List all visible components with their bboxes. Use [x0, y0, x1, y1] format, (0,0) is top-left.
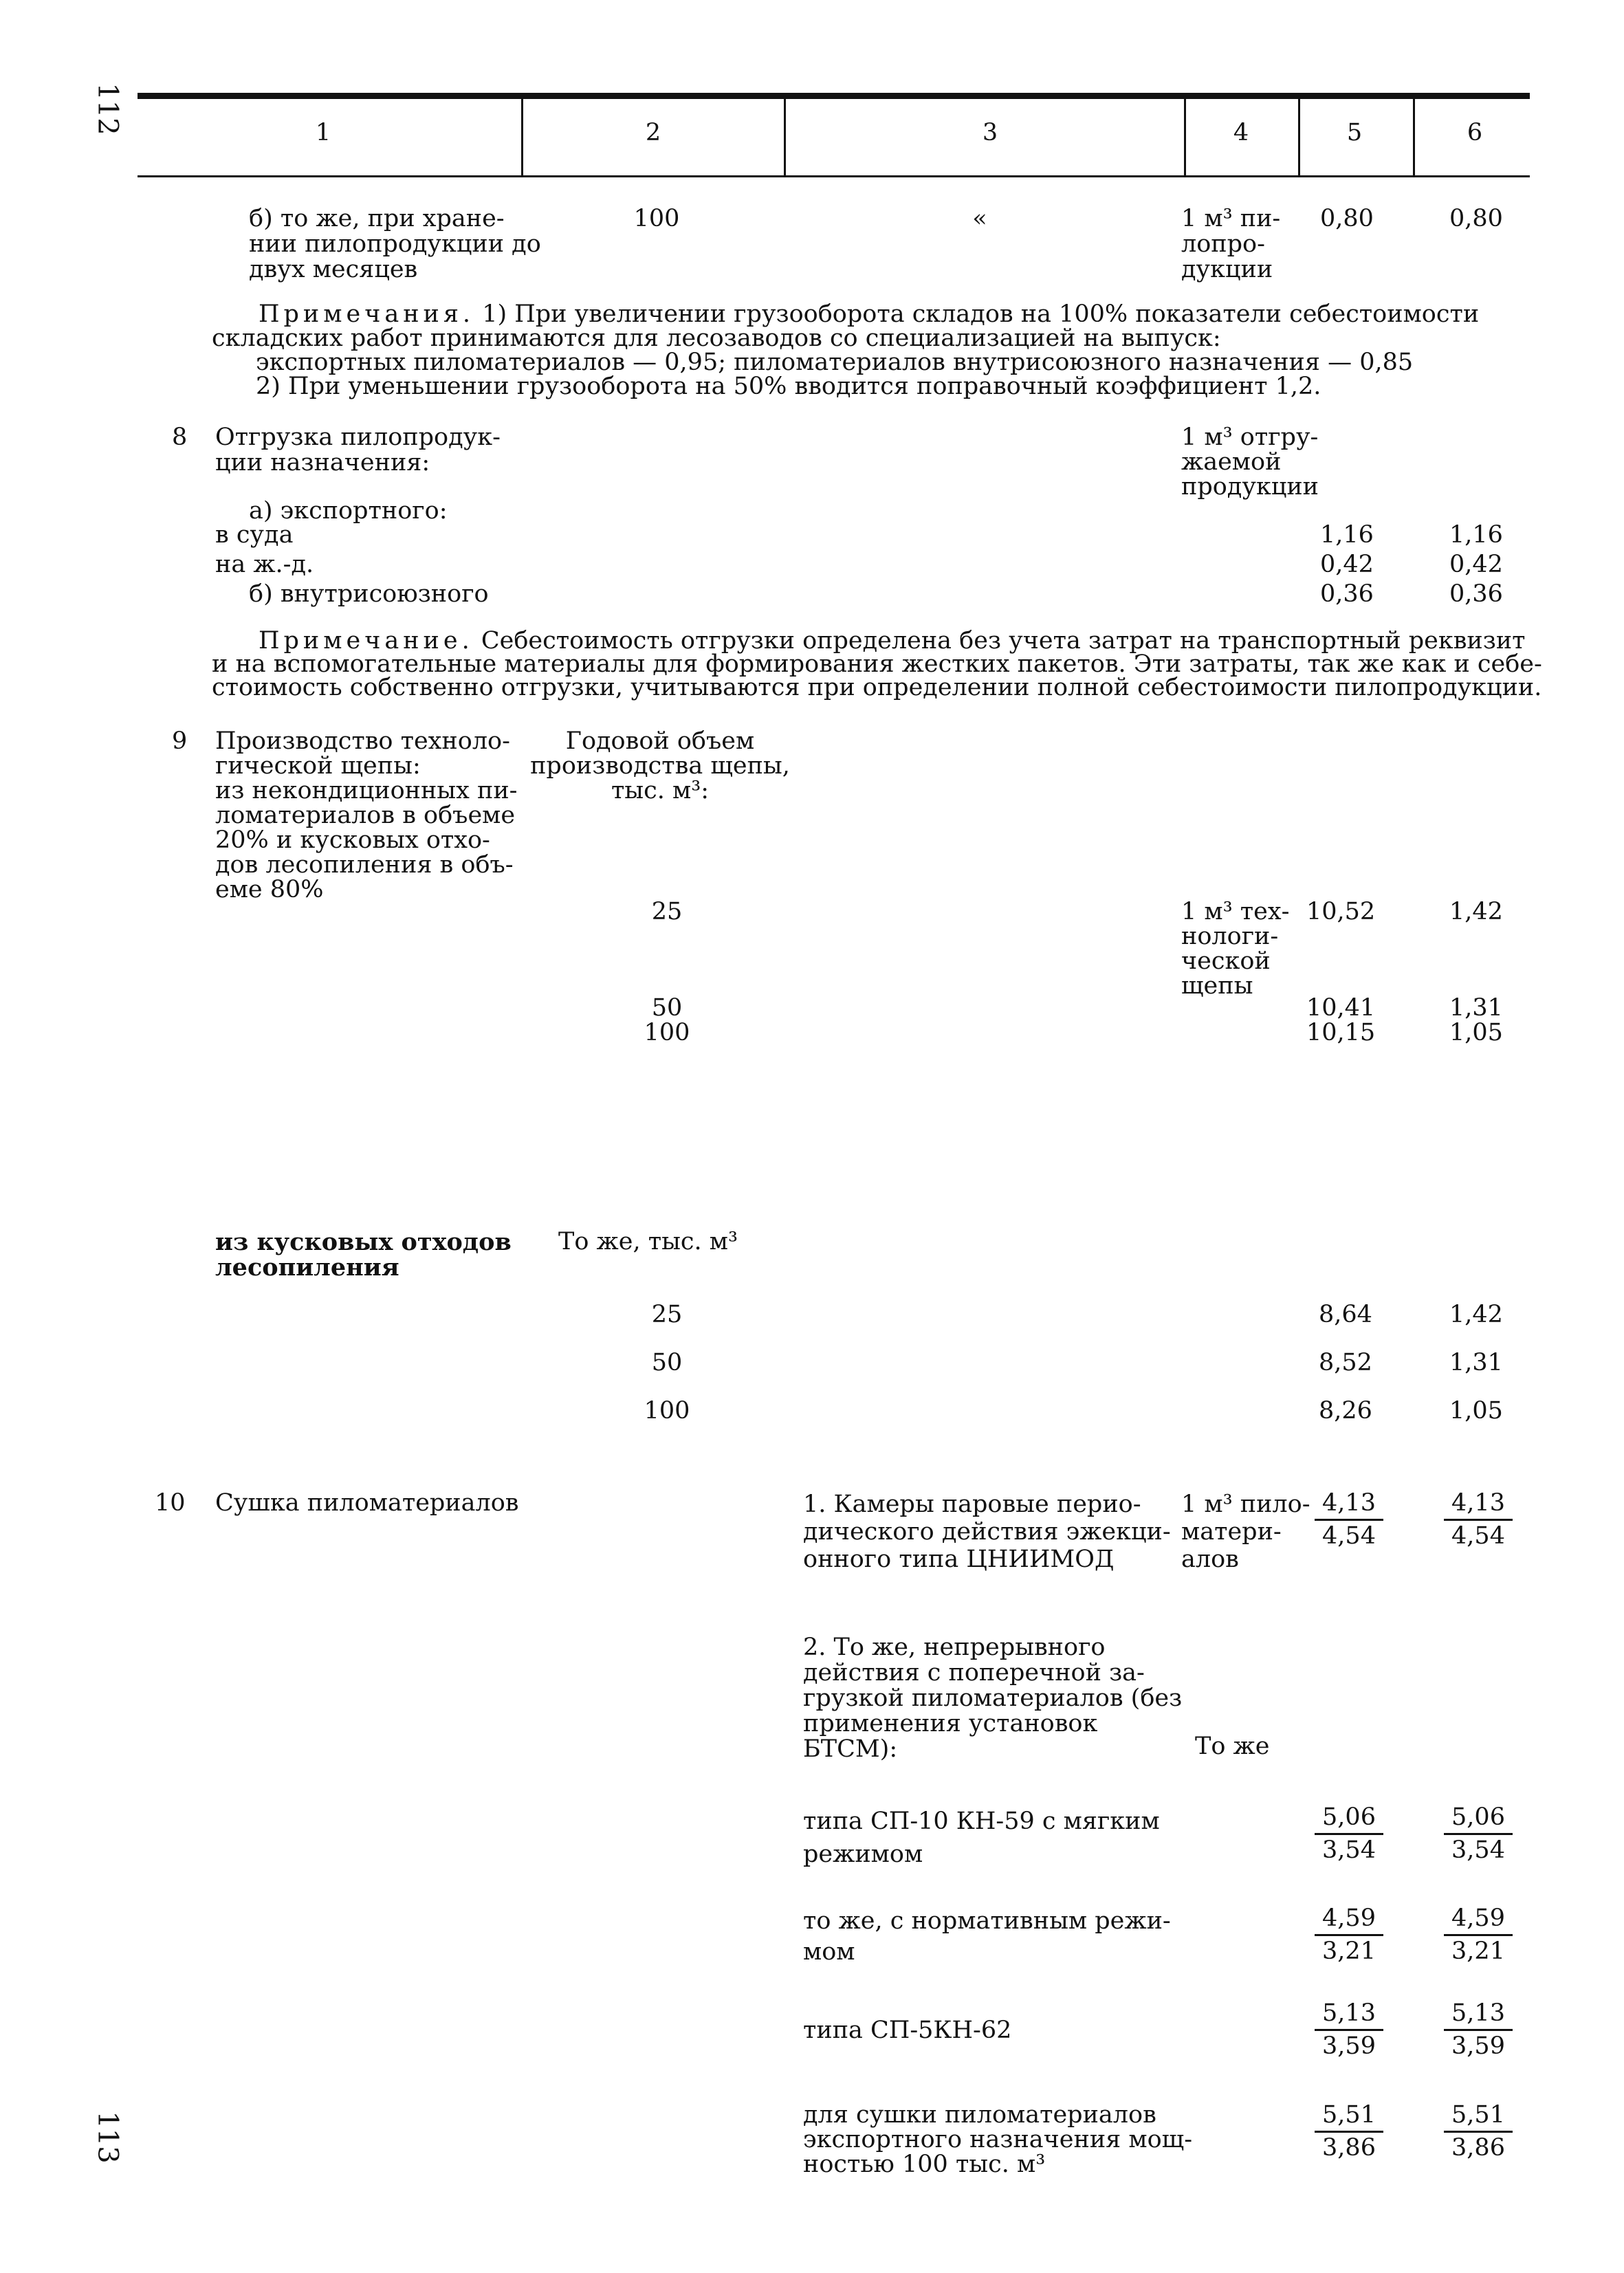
- row-10-sub-v5: [1315, 1805, 1383, 1863]
- row-10-sub-text: типа СП-10 КН-59 с мягким режимом: [803, 1808, 1160, 1868]
- row-10-sub-v6-numerator: 5,13: [1444, 2001, 1513, 2031]
- row-10-sub-v6-denominator: 3,54: [1451, 1836, 1505, 1864]
- row-10-sub-v5-denominator: 3,21: [1322, 1937, 1376, 1965]
- row-8-item-v6: 1,16: [1449, 521, 1503, 549]
- header-col-6: 6: [1467, 119, 1483, 146]
- row-10-item-2-text: 2. То же, непрерывного действия с поперечной за- грузкой пиломатериалов (без применения установок БТСМ):: [803, 1634, 1183, 1763]
- row-10-sub-v5-denominator: 3,86: [1322, 2134, 1376, 2162]
- row-9-v6: 1,42: [1449, 898, 1503, 925]
- row-9-sub-volume: 25: [651, 1301, 683, 1328]
- row-b-name: б) то же, при хране- нии пилопродукции до двух месяцев: [249, 205, 541, 283]
- row-10-item-1-v5-numerator: 4,13: [1315, 1491, 1383, 1521]
- row-9-sub-name: из кусковых отходов лесопиления: [215, 1228, 512, 1282]
- row-10-sub-v6-denominator: 3,86: [1451, 2134, 1505, 2162]
- row-10-sub-v6-numerator: 5,06: [1444, 1805, 1513, 1835]
- header-bottom-rule: [138, 175, 1530, 177]
- row-9-sub-v6: 1,05: [1449, 1397, 1503, 1425]
- row-10-item-1-unit: 1 м³ пило- матери- алов: [1181, 1491, 1310, 1573]
- page-number-bottom: 113: [91, 2111, 124, 2164]
- row-10-sub-text: типа СП-5КН-62: [803, 2017, 1012, 2044]
- row-9-number: 9: [172, 727, 188, 755]
- header-col-2: 2: [645, 119, 661, 146]
- row-b-v5: 0,80: [1320, 205, 1374, 232]
- notes-1-line3: экспортных пиломатериалов — 0,95; пиломатериалов внутрисоюзного назначения — 0,85: [256, 349, 1414, 376]
- row-9-col2: Годовой объем производства щепы, тыс. м³:: [530, 727, 790, 804]
- row-b-col3: «: [972, 205, 987, 232]
- row-9-sub-v6: 1,31: [1449, 1349, 1503, 1376]
- row-10-item-1-v6: [1444, 1491, 1513, 1549]
- notes-2-line3: стоимость собственно отгрузки, учитываются при определении полной себестоимости пилопродукции.: [212, 674, 1542, 701]
- header-divider-3: [1184, 99, 1186, 175]
- row-10-sub-v6-numerator: 4,59: [1444, 1906, 1513, 1936]
- row-9-sub-v5: 8,52: [1319, 1349, 1372, 1376]
- row-10-sub-v6: [1444, 1906, 1513, 1964]
- header-divider-1: [521, 99, 523, 175]
- row-b-v6: 0,80: [1449, 205, 1503, 232]
- header-divider-5: [1413, 99, 1415, 175]
- row-9-sub-volume: 50: [651, 1349, 683, 1376]
- row-8-name: Отгрузка пилопродук- ции назначения:: [215, 424, 501, 476]
- header-col-4: 4: [1233, 119, 1249, 146]
- notes-2-line1: Себестоимость отгрузки определена без учета затрат на транспортный реквизит: [481, 627, 1526, 655]
- header-divider-2: [784, 99, 786, 175]
- row-9-sub-v5: 8,64: [1319, 1301, 1372, 1328]
- row-10-item-1-v5: [1315, 1491, 1383, 1549]
- row-10-sub-v6: [1444, 2001, 1513, 2059]
- row-9-v6: 1,31: [1449, 994, 1503, 1022]
- row-10-sub-text: для сушки пиломатериалов экспортного назначения мощ- ностью 100 тыс. м³: [803, 2101, 1193, 2178]
- row-9-v5: 10,52: [1306, 898, 1376, 925]
- row-9-volume: 25: [651, 898, 683, 925]
- row-10-sub-v6: [1444, 2102, 1513, 2161]
- row-10-sub-v6: [1444, 1805, 1513, 1863]
- row-10-sub-v5-numerator: 5,51: [1315, 2102, 1383, 2133]
- row-10-sub-v6-numerator: 5,51: [1444, 2102, 1513, 2133]
- row-8-item-v5: 0,36: [1320, 580, 1374, 608]
- row-10-sub-v5: [1315, 2102, 1383, 2161]
- row-8-unit: 1 м³ отгру- жаемой продукции: [1181, 424, 1319, 501]
- row-9-v5: 10,41: [1306, 994, 1376, 1022]
- row-10-sub-v5-numerator: 5,06: [1315, 1805, 1383, 1835]
- row-10-name: Сушка пиломатериалов: [215, 1489, 519, 1517]
- notes-1: [212, 300, 1480, 400]
- row-10-sub-v6-denominator: 3,21: [1451, 1937, 1505, 1965]
- row-8-item-label: на ж.-д.: [215, 551, 314, 578]
- row-10-item-1-text: 1. Камеры паровые перио- дического действия эжекци- онного типа ЦНИИМОД: [803, 1491, 1171, 1573]
- row-9-unit: 1 м³ тех- нологи- ческой щепы: [1181, 898, 1290, 1000]
- row-9-volume: 50: [651, 994, 683, 1022]
- notes-2-line2: и на вспомогательные материалы для формирования жестких пакетов. Эти затраты, так же как и себе-: [212, 650, 1542, 678]
- notes-1-line2: складских работ принимаются для лесозаводов со специализацией на выпуск:: [212, 325, 1221, 352]
- page-number-top: 112: [91, 83, 124, 135]
- header-col-3: 3: [982, 119, 998, 146]
- row-9-volume: 100: [644, 1019, 690, 1046]
- row-10-sub-v5-denominator: 3,59: [1322, 2032, 1376, 2060]
- row-8-item-label: а) экспортного:: [249, 497, 448, 525]
- row-8-item-v6: 0,42: [1449, 551, 1503, 578]
- row-b-col2: 100: [633, 205, 680, 232]
- row-9-name: Производство техноло- гической щепы: из некондиционных пи- ломатериалов в объеме 20% и кусковых отхо- дов лесопиления в объ- еме 80%: [215, 727, 518, 903]
- notes-1-line4: 2) При уменьшении грузооборота на 50% вводится поправочный коэффициент 1,2.: [256, 373, 1321, 400]
- row-10-item-1-v5-denominator: 4,54: [1322, 1522, 1376, 1550]
- notes-2-title: Примечание.: [259, 627, 474, 655]
- row-10-item-1-v6-numerator: 4,13: [1444, 1491, 1513, 1521]
- row-8-item-v6: 0,36: [1449, 580, 1503, 608]
- row-10-number: 10: [155, 1489, 186, 1517]
- notes-1-title: Примечания.: [259, 300, 475, 328]
- row-10-sub-v5-numerator: 5,13: [1315, 2001, 1383, 2031]
- row-8-item-v5: 1,16: [1320, 521, 1374, 549]
- notes-1-line1: 1) При увеличении грузооборота складов на 100% показатели себестоимости: [482, 300, 1480, 328]
- row-10-sub-v5: [1315, 2001, 1383, 2059]
- row-10-sub-text: то же, с нормативным режи- мом: [803, 1907, 1171, 1966]
- row-b-unit: 1 м³ пи- лопро- дукции: [1181, 205, 1281, 283]
- row-8-item-v5: 0,42: [1320, 551, 1374, 578]
- row-10-sub-v6-denominator: 3,59: [1451, 2032, 1505, 2060]
- row-8-item-label: в суда: [215, 521, 294, 549]
- row-10-sub-v5-numerator: 4,59: [1315, 1906, 1383, 1936]
- row-10-item-1-v6-denominator: 4,54: [1451, 1522, 1505, 1550]
- notes-2: [212, 629, 1542, 699]
- row-9-sub-volume: 100: [644, 1397, 690, 1425]
- header-col-5: 5: [1346, 119, 1363, 146]
- row-9-sub-col2: То же, тыс. м³: [558, 1228, 738, 1255]
- row-9-sub-v6: 1,42: [1449, 1301, 1503, 1328]
- header-col-1: 1: [315, 119, 331, 146]
- row-10-sub-v5-denominator: 3,54: [1322, 1836, 1376, 1864]
- header-top-rule: [138, 93, 1530, 99]
- row-9-sub-v5: 8,26: [1319, 1397, 1372, 1425]
- row-8-number: 8: [172, 424, 188, 451]
- header-divider-4: [1298, 99, 1300, 175]
- row-10-sub-v5: [1315, 1906, 1383, 1964]
- row-9-v5: 10,15: [1306, 1019, 1376, 1046]
- row-9-v6: 1,05: [1449, 1019, 1503, 1046]
- row-10-item-2-unit: То же: [1195, 1733, 1270, 1760]
- row-8-item-label: б) внутрисоюзного: [249, 580, 489, 608]
